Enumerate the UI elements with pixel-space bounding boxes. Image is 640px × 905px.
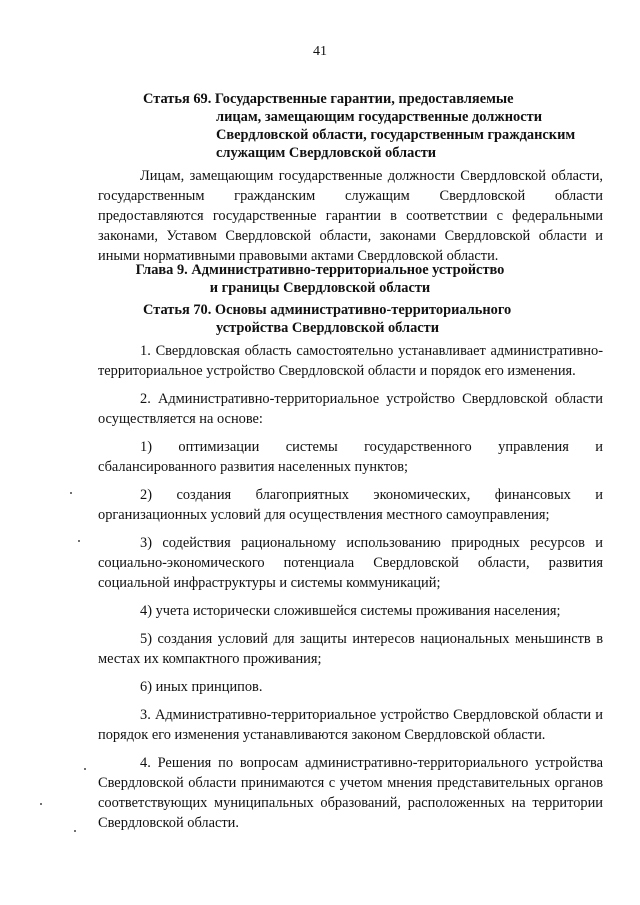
article-70-list-item: 3) содействия рациональному использованию природных ресурсов и социально-экономического потенциала Свердловской области, развития социальной инфраструктуры и системы коммуникаций; bbox=[98, 535, 603, 591]
article-70-list-item: 6) иных принципов. bbox=[140, 679, 263, 695]
article-69-heading-line1: Статья 69. Государственные гарантии, предоставляемые bbox=[143, 91, 514, 107]
article-70-list-item: 1) оптимизации системы государственного управления и сбалансированного развития населенных пунктов; bbox=[98, 439, 603, 475]
chapter-9-heading-line1: Глава 9. Административно-территориальное устройство bbox=[135, 262, 505, 278]
scan-speck bbox=[78, 540, 80, 542]
page-number: 41 bbox=[313, 44, 327, 59]
article-69-heading bbox=[143, 90, 613, 162]
article-70-list-item: 2) создания благоприятных экономических, финансовых и организационных условий для осуществления местного самоуправления; bbox=[98, 487, 603, 523]
article-70-body bbox=[98, 341, 603, 833]
article-70-list-item: 4) учета исторически сложившейся системы проживания населения; bbox=[140, 603, 561, 619]
article-70-heading bbox=[143, 301, 613, 337]
article-70-heading-line1: Статья 70. Основы административно-территориального bbox=[143, 302, 512, 318]
article-69-body bbox=[98, 166, 603, 266]
scan-speck bbox=[70, 492, 72, 494]
article-70-paragraph: 4. Решения по вопросам административно-территориального устройства Свердловской области принимаются с учетом мнения представительных органов соответствующих муниципальных образований, расположенных на территории Свердловской области. bbox=[98, 755, 603, 831]
article-70-paragraph: 3. Административно-территориальное устройство Свердловской области и порядок его изменения устанавливаются законом Свердловской области. bbox=[98, 707, 603, 743]
article-70-list-item: 5) создания условий для защиты интересов национальных меньшинств в местах их компактного проживания; bbox=[98, 631, 603, 667]
article-70-paragraph: 1. Свердловская область самостоятельно устанавливает административно-территориальное устройство Свердловской области и порядок его изменения. bbox=[98, 343, 603, 379]
scan-speck bbox=[40, 803, 42, 805]
article-70-paragraph: 2. Административно-территориальное устройство Свердловской области осуществляется на основе: bbox=[98, 391, 603, 427]
scan-speck bbox=[74, 830, 76, 832]
scan-speck bbox=[84, 768, 86, 770]
article-70-heading-rest: устройства Свердловской области bbox=[216, 320, 440, 336]
article-69-heading-rest: лицам, замещающим государственные должности Свердловской области, государственным гражданским служащим Свердловской области bbox=[216, 109, 576, 161]
chapter-9-heading bbox=[0, 261, 640, 297]
chapter-9-heading-line2: и границы Свердловской области bbox=[209, 280, 431, 296]
article-69-paragraph: Лицам, замещающим государственные должности Свердловской области, государственным гражданским служащим Свердловской области предоставляются государственные гарантии в соответствии с федеральными законами, Уставом Свердловской области, законами Свердловской области и иными нормативными правовыми актами Свердловской области. bbox=[98, 168, 603, 264]
